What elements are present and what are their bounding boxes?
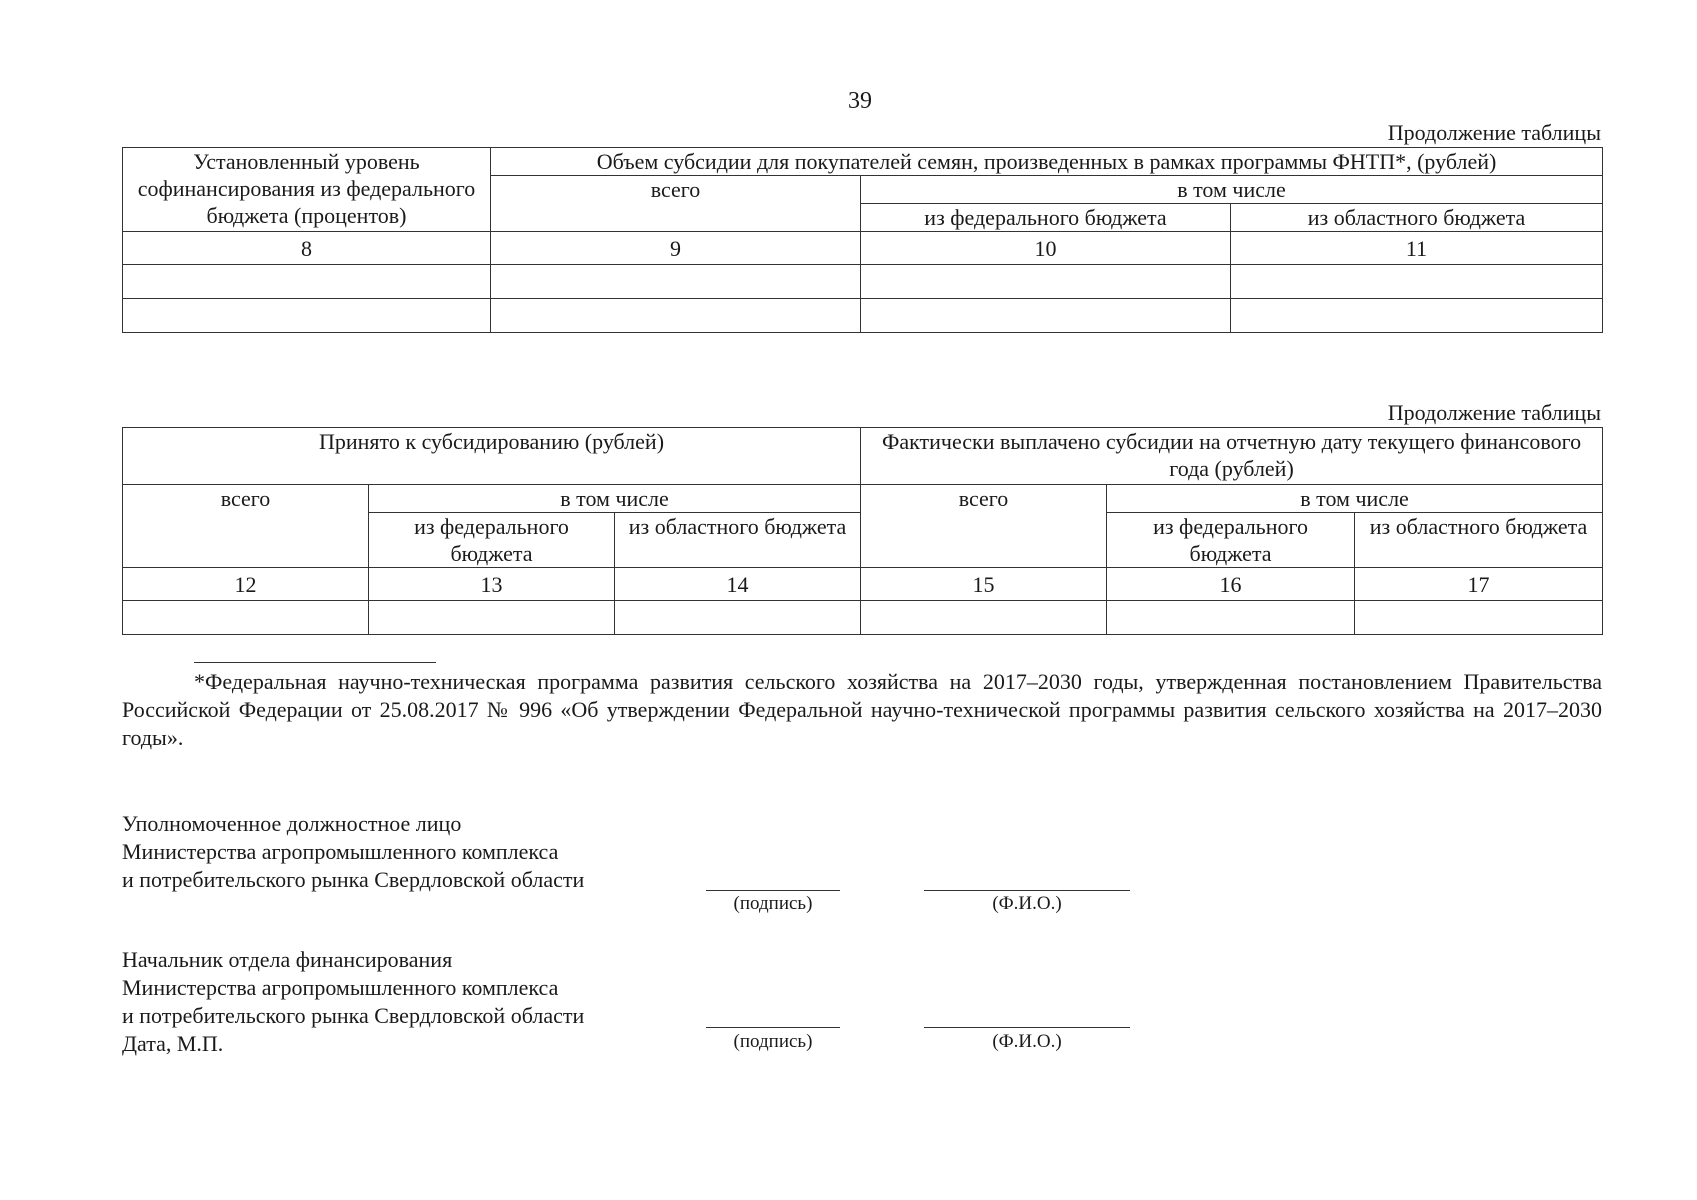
table-cell (615, 601, 861, 635)
signature-line (706, 1027, 840, 1028)
subsidy-payment-table (122, 427, 1603, 635)
table-cell (369, 601, 615, 635)
signature-role-line: и потребительского рынка Свердловской области (122, 867, 585, 892)
column-number: 15 (861, 568, 1107, 601)
signature-role-line: Дата, М.П. (122, 1031, 224, 1056)
federal-budget-header: из федерального бюджета (861, 204, 1231, 232)
subsidy-volume-table (122, 147, 1603, 333)
name-caption: (Ф.И.О.) (992, 893, 1062, 914)
accepted-for-subsidy-header: Принято к субсидированию (рублей) (123, 428, 861, 485)
table-cell (491, 265, 861, 299)
signature-role-line: Начальник отдела финансирования (122, 947, 453, 972)
signature-line (706, 890, 840, 891)
name-line (924, 1027, 1130, 1028)
column-number: 17 (1355, 568, 1603, 601)
table-cell (1107, 601, 1355, 635)
name-line (924, 890, 1130, 891)
table-cell (1231, 265, 1603, 299)
column-number: 11 (1231, 232, 1603, 265)
column-number: 13 (369, 568, 615, 601)
column-number: 9 (491, 232, 861, 265)
total-header: всего (861, 485, 1107, 568)
total-header: всего (491, 176, 861, 232)
table-cell (123, 265, 491, 299)
column-number: 10 (861, 232, 1231, 265)
table-cell (861, 299, 1231, 333)
total-header: всего (123, 485, 369, 568)
page-number: 39 (848, 88, 872, 114)
including-header: в том числе (861, 176, 1603, 204)
including-header: в том числе (369, 485, 861, 513)
signature-role-line: Министерства агропромышленного комплекса (122, 975, 559, 1000)
table-cell (861, 265, 1231, 299)
signature-role-line: Министерства агропромышленного комплекса (122, 839, 559, 864)
table-continuation-label: Продолжение таблицы (1387, 400, 1601, 425)
footnote-text: *Федеральная научно-техническая программа развития сельского хозяйства на 2017–2030 годы, утвержденная постановлением Правительства Российской Федерации от 25.08.2017 № 996 «Об утверждении Федеральной научно-технической программы развития сельского хозяйства на 2017–2030 годы». (122, 669, 1602, 750)
signature-block-finance-head (122, 946, 584, 1058)
table-continuation-label: Продолжение таблицы (1387, 120, 1601, 145)
signature-role-line: и потребительского рынка Свердловской области (122, 1003, 585, 1028)
table-cell (123, 299, 491, 333)
signature-caption: (подпись) (733, 1031, 813, 1052)
cofinancing-level-header: Установленный уровень софинансирования из федерального бюджета (процентов) (123, 148, 491, 232)
name-caption: (Ф.И.О.) (992, 1031, 1062, 1052)
column-number: 12 (123, 568, 369, 601)
table-cell (1231, 299, 1603, 333)
table-cell (861, 601, 1107, 635)
table-cell (491, 299, 861, 333)
subsidy-volume-header: Объем субсидии для покупателей семян, произведенных в рамках программы ФНТП*, (рублей) (491, 148, 1603, 176)
federal-budget-header: из федерального бюджета (369, 513, 615, 568)
footnote-separator (194, 662, 436, 663)
column-number: 16 (1107, 568, 1355, 601)
regional-budget-header: из областного бюджета (1231, 204, 1603, 232)
federal-budget-header: из федерального бюджета (1107, 513, 1355, 568)
signature-block-authorized-official (122, 810, 584, 894)
regional-budget-header: из областного бюджета (615, 513, 861, 568)
table-cell (1355, 601, 1603, 635)
column-number: 14 (615, 568, 861, 601)
table-cell (123, 601, 369, 635)
signature-role-line: Уполномоченное должностное лицо (122, 811, 462, 836)
signature-caption: (подпись) (733, 893, 813, 914)
regional-budget-header: из областного бюджета (1355, 513, 1603, 568)
column-number: 8 (123, 232, 491, 265)
including-header: в том числе (1107, 485, 1603, 513)
actually-paid-header: Фактически выплачено субсидии на отчетную дату текущего финансового года (рублей) (861, 428, 1603, 485)
